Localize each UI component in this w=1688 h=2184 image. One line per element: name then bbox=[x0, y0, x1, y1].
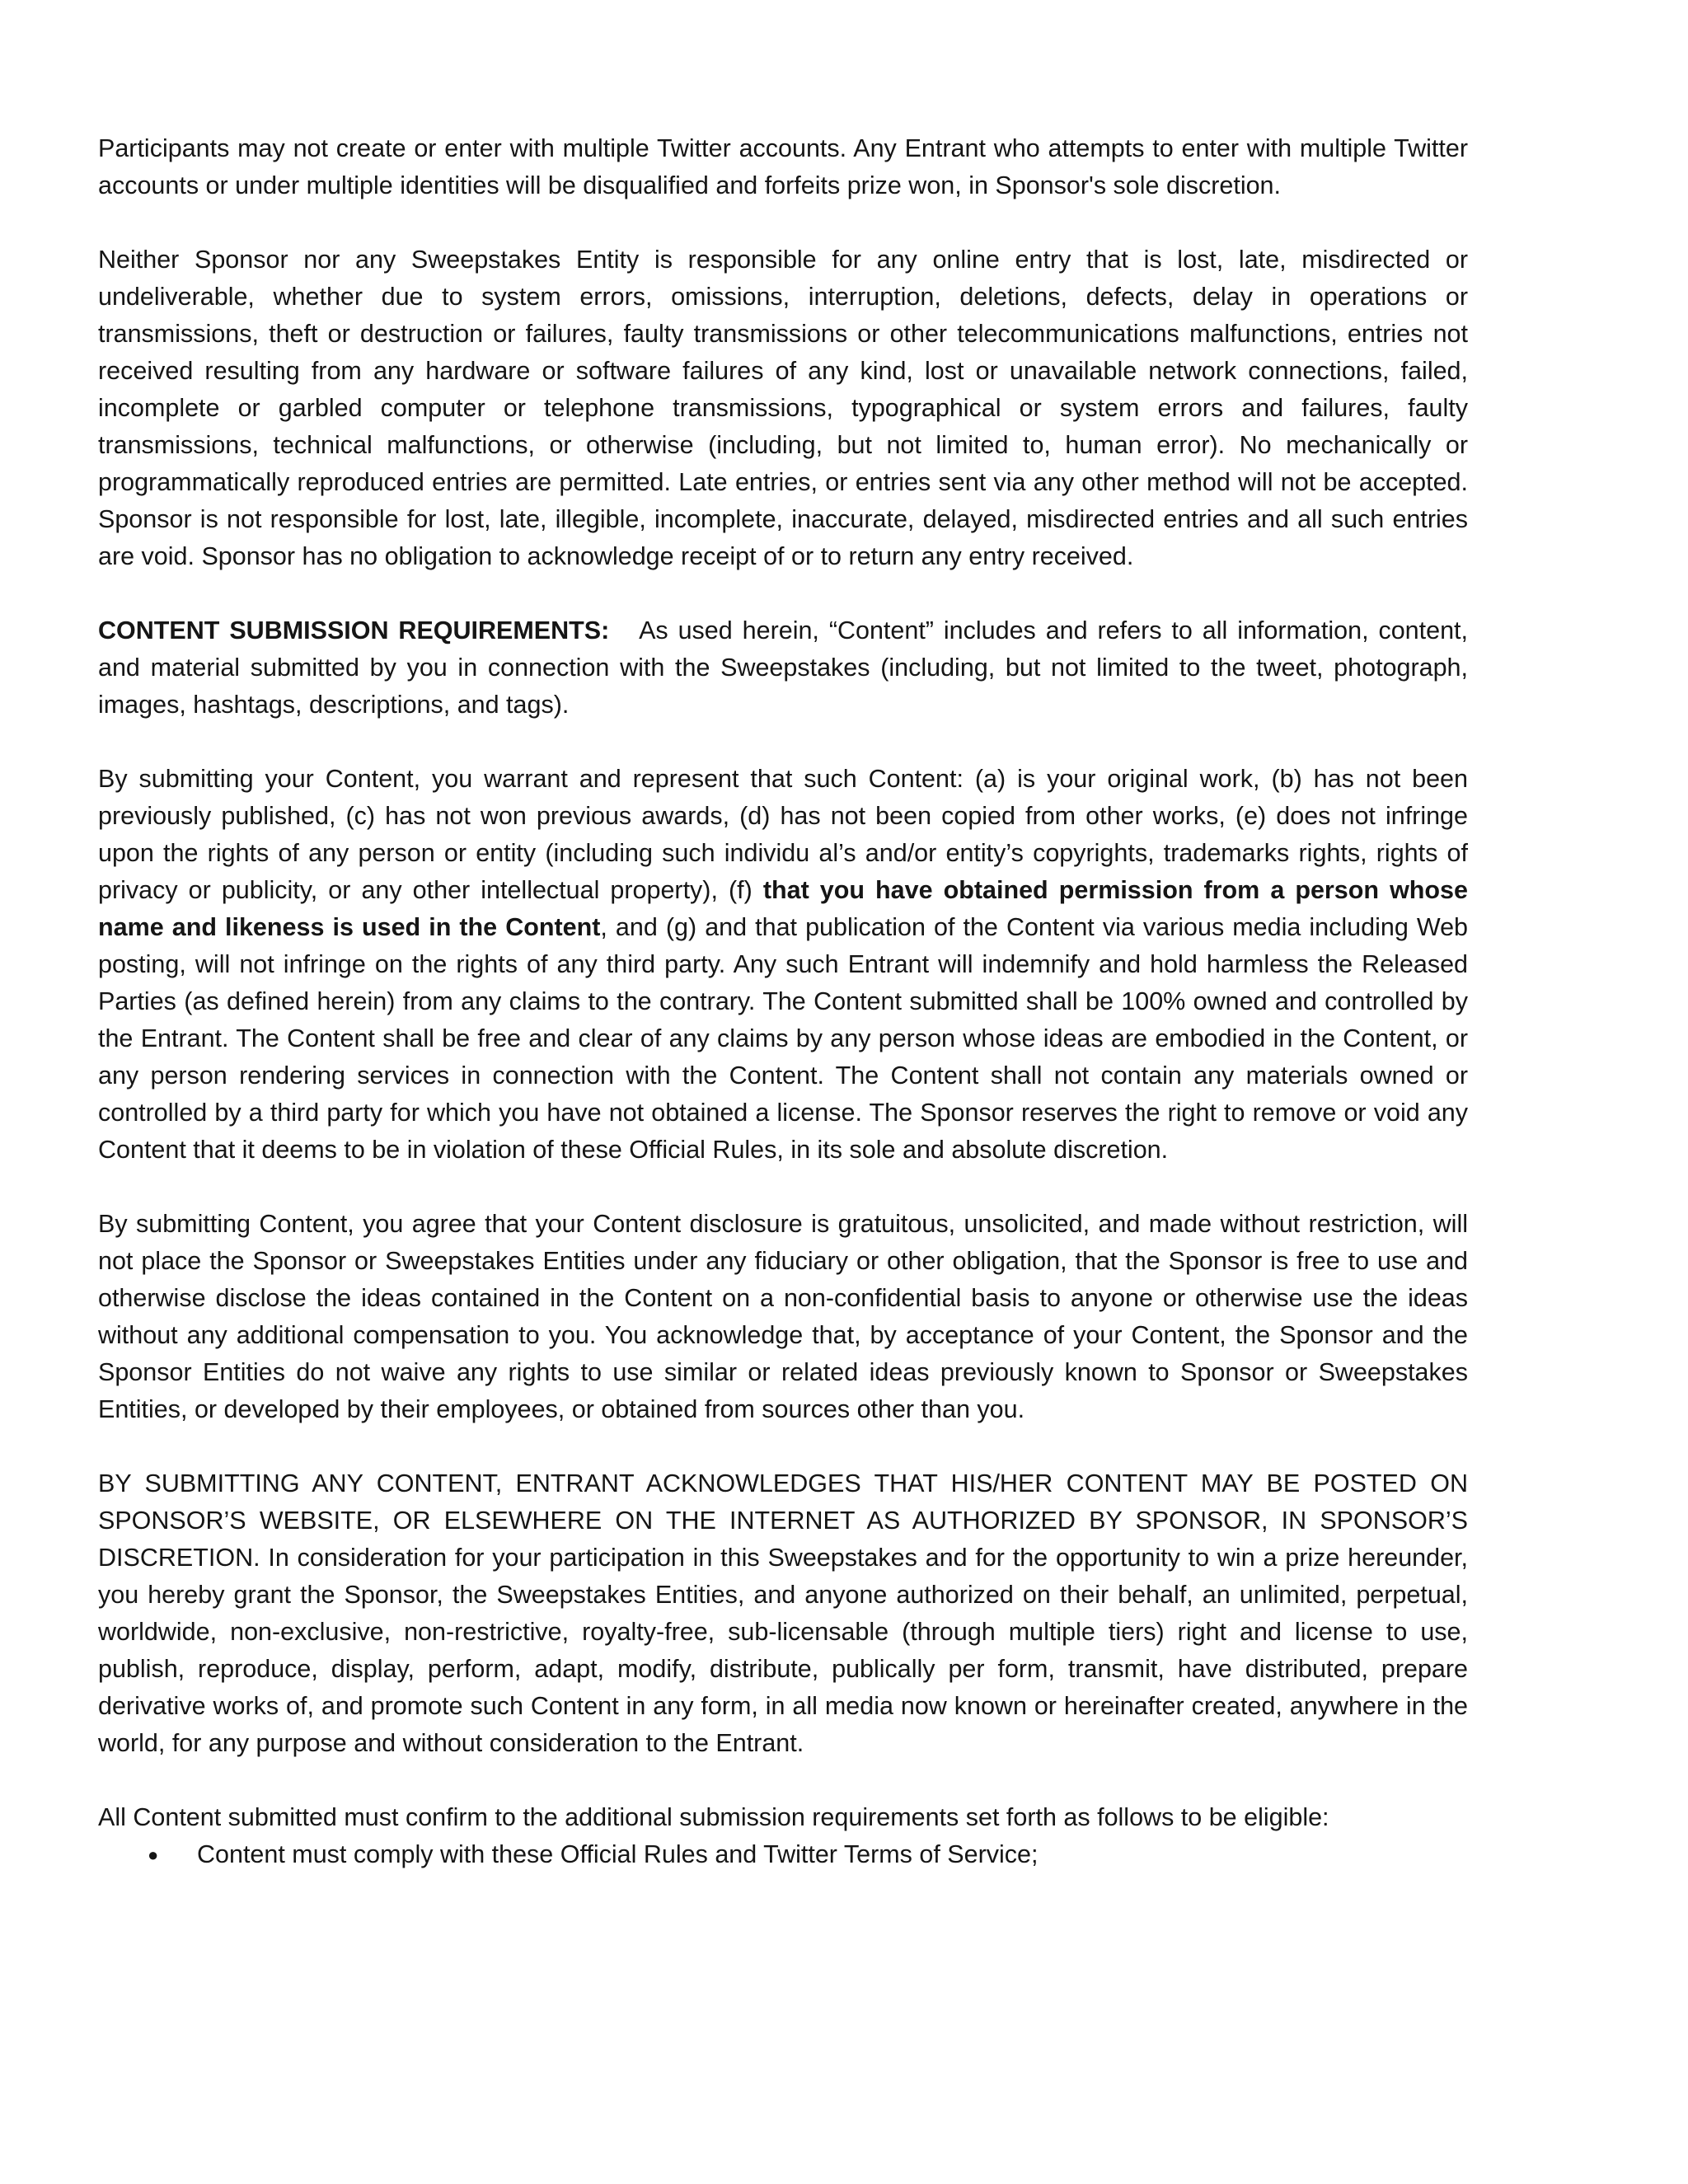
list-item-text: Content must comply with these Official Rules and Twitter Terms of Service; bbox=[197, 1840, 1039, 1868]
bullet-icon: ● bbox=[148, 1844, 159, 1865]
paragraph-license-grant: BY SUBMITTING ANY CONTENT, ENTRANT ACKNOWLEDGES THAT HIS/HER CONTENT MAY BE POSTED ON SPONSOR’S WEBSITE, OR ELSEWHERE ON THE INTERNET AS AUTHORIZED BY SPONSOR, IN SPONSOR’S DISCRETION. In consideration for your participation in this Sweepstakes and for the opportunity to win a prize hereunder, you hereby grant the Sponsor, the Sweepstakes Entities, and anyone authorized on their behalf, an unlimited, perpetual, worldwide, non-exclusive, non-restrictive, royalty-free, sub-licensable (through multiple tiers) right and license to use, publish, reproduce, display, perform, adapt, modify, distribute, publically per form, transmit, have distributed, prepare derivative works of, and promote such Content in any form, in all media now known or hereinafter created, anywhere in the world, for any purpose and without consideration to the Entrant. bbox=[98, 1469, 1468, 1757]
paragraph-disclosure: By submitting Content, you agree that your Content disclosure is gratuitous, unsolicited, and made without restriction, will not place the Sponsor or Sweepstakes Entities under any fiduciary or other obligation, that the Sponsor is free to use and otherwise disclose the ideas contained in the Content on a non-confidential basis to anyone or otherwise use the ideas without any additional compensation to you. You acknowledge that, by acceptance of your Content, the Sponsor and the Sponsor Entities do not waive any rights to use similar or related ideas previously known to Sponsor or Sweepstakes Entities, or developed by their employees, or obtained from sources other than you. bbox=[98, 1210, 1468, 1423]
warranty-bold-permission: that you have obtained permission from a person whose name and likeness is used in the Content bbox=[98, 876, 1468, 941]
document-page bbox=[98, 130, 1468, 1873]
section-heading-content-submission: CONTENT SUBMISSION REQUIREMENTS: bbox=[98, 616, 610, 644]
requirements-list bbox=[98, 1836, 1468, 1873]
list-item bbox=[98, 1836, 1468, 1873]
paragraph-multiple-accounts: Participants may not create or enter with multiple Twitter accounts. Any Entrant who attempts to enter with multiple Twitter accounts or under multiple identities will be disqualified and forfeits prize won, in Sponsor's sole discretion. bbox=[98, 134, 1468, 199]
warranty-text-end: , and (g) and that publication of the Content via various media including Web posting, will not infringe on the rights of any third party. Any such Entrant will indemnify and hold harmless the Released Parties (as defined herein) from any claims to the contrary. The Content submitted shall be 100% owned and controlled by the Entrant. The Content shall be free and clear of any claims by any person whose ideas are embodied in the Content, or any person rendering services in connection with the Content. The Content shall not contain any materials owned or controlled by a third party for which you have not obtained a license. The Sponsor reserves the right to remove or void any Content that it deems to be in violation of these Official Rules, in its sole and absolute discretion. bbox=[98, 913, 1468, 1164]
paragraph-liability: Neither Sponsor nor any Sweepstakes Entity is responsible for any online entry that is lost, late, misdirected or undeliverable, whether due to system errors, omissions, interruption, deletions, defects, delay in operations or transmissions, theft or destruction or failures, faulty transmissions or other telecommunications malfunctions, entries not received resulting from any hardware or software failures of any kind, lost or unavailable network connections, failed, incomplete or garbled computer or telephone transmissions, typographical or system errors and failures, faulty transmissions, technical malfunctions, or otherwise (including, but not limited to, human error). No mechanically or programmatically reproduced entries are permitted. Late entries, or entries sent via any other method will not be accepted. Sponsor is not responsible for lost, late, illegible, incomplete, inaccurate, delayed, misdirected entries and all such entries are void. Sponsor has no obligation to acknowledge receipt of or to return any entry received. bbox=[98, 246, 1468, 570]
content-definition-text: As used herein, “Content” includes and refers to all information, content, and material submitted by you in connection with the Sweepstakes (including, but not limited to the tweet, photograph, images, hashtags, descriptions, and tags). bbox=[98, 616, 1468, 719]
paragraph-content-requirements bbox=[98, 612, 1468, 724]
paragraph-warranty bbox=[98, 761, 1468, 1169]
warranty-text-start: By submitting your Content, you warrant and represent that such Content: (a) is your original work, (b) has not been previously published, (c) has not won previous awards, (d) has not been copied from other works, (e) does not infringe upon the rights of any person or entity (including such individu al’s and/or entity’s copyrights, trademarks rights, rights of privacy or publicity, or any other intellectual property), (f) bbox=[98, 765, 1468, 904]
paragraph-additional-requirements: All Content submitted must confirm to the additional submission requirements set forth as follows to be eligible: bbox=[98, 1803, 1329, 1831]
